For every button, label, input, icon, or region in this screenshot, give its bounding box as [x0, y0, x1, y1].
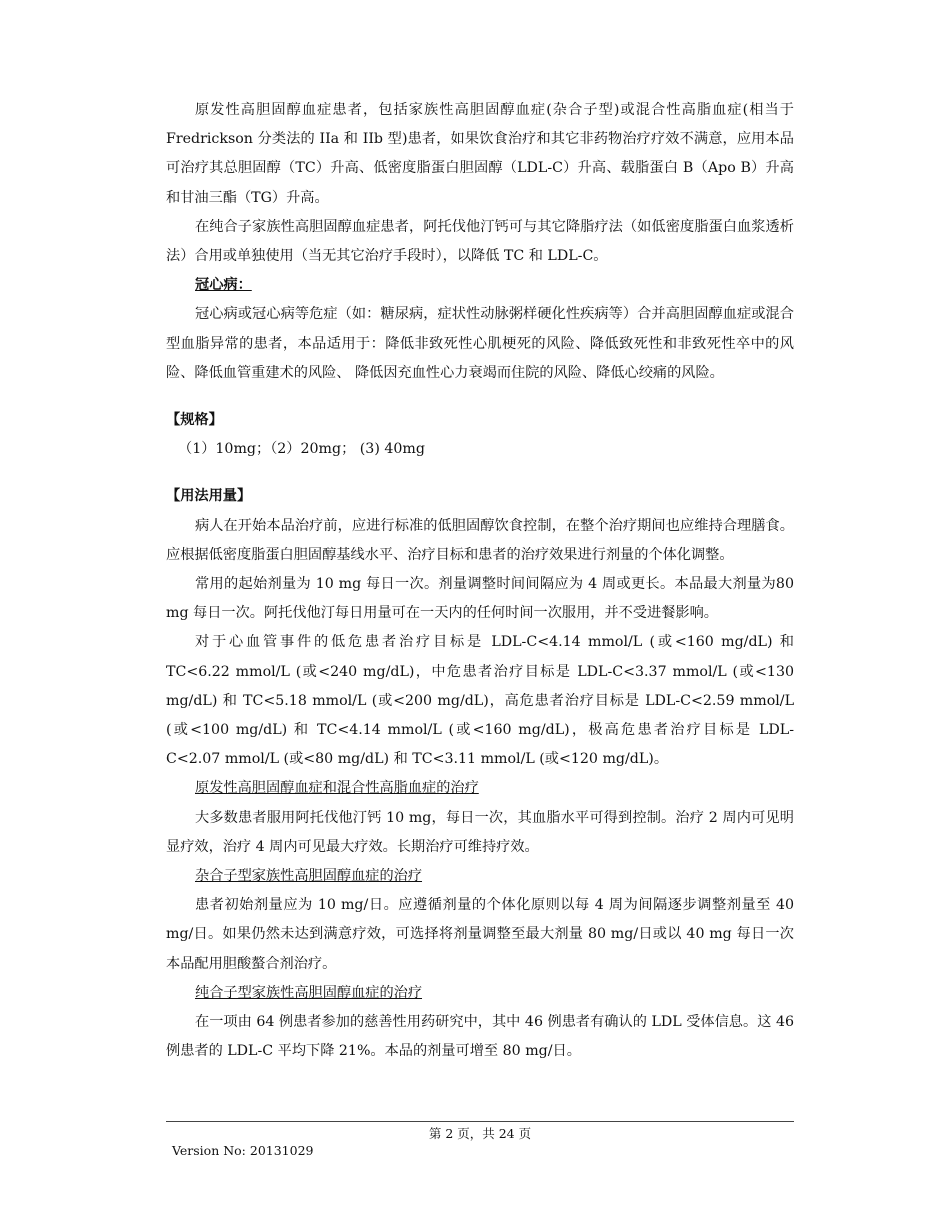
paragraph-starting-dose: 常用的起始剂量为 10 mg 每日一次。剂量调整时间间隔应为 4 周或更长。本品最大剂量为80 mg 每日一次。阿托伐他汀每日用量可在一天内的任何时间一次服用，并不受进餐影响。 — [166, 576, 794, 622]
subheading-heterozygous-treatment — [166, 862, 794, 891]
section-heading-usage-dosage: 【用法用量】 — [166, 488, 252, 505]
section-heading-specification: 【规格】 — [166, 412, 223, 429]
version-number: Version No: 20131029 — [172, 1143, 314, 1158]
document-body — [166, 96, 794, 1067]
spacer — [166, 464, 794, 482]
paragraph-treatment-targets: 对于心血管事件的低危患者治疗目标是 LDL-C<4.14 mmol/L (或<160 mg/dL) 和 TC<6.22 mmol/L (或<240 mg/dL)，中危患者治疗目标是 LDL-C<3.37 mmol/L (或<130 mg/dL) 和 TC<5.18 mmol/L (或<200 mg/dL)，高危患者治疗目标是 LDL-C<2.59 mmol/L (或<100 mg/dL) 和 TC<4.14 mmol/L (或<160 mg/dL)，极高危患者治疗目标是 LDL-C<2.07 mmol/L (或<80 mg/dL) 和 TC<3.11 mmol/L (或<120 mg/dL)。 — [166, 634, 794, 768]
subheading-primary-treatment — [166, 774, 794, 803]
subheading-text: 纯合子型家族性高胆固醇血症的治疗 — [195, 984, 423, 1001]
paragraph-diet-control: 病人在开始本品治疗前，应进行标准的低胆固醇饮食控制，在整个治疗期间也应维持合理膳食。应根据低密度脂蛋白胆固醇基线水平、治疗目标和患者的治疗效果进行剂量的个体化调整。 — [166, 517, 794, 563]
paragraph-homozygous-treatment: 在一项由 64 例患者参加的慈善性用药研究中，其中 46 例患者有确认的 LDL 受体信息。这 46 例患者的 LDL-C 平均下降 21%。本品的剂量可增至 80 mg/日。 — [166, 1014, 794, 1060]
footer-divider — [166, 1121, 794, 1122]
paragraph-heterozygous-treatment: 患者初始剂量应为 10 mg/日。应遵循剂量的个体化原则以每 4 周为间隔逐步调整剂量至 40 mg/日。如果仍然未达到满意疗效，可选择将剂量调整至最大剂量 80 mg/日或以 40 mg 每日一次本品配用胆酸螯合剂治疗。 — [166, 897, 794, 972]
subheading-coronary-heart-disease — [166, 271, 794, 300]
paragraph-homozygous-fh: 在纯合子家族性高胆固醇血症患者，阿托伐他汀钙可与其它降脂疗法（如低密度脂蛋白血浆透析法）合用或单独使用（当无其它治疗手段时），以降低 TC 和 LDL-C。 — [166, 218, 794, 265]
spacer — [166, 388, 794, 406]
subheading-text: 杂合子型家族性高胆固醇血症的治疗 — [195, 868, 423, 885]
paragraph-chd-indications: 冠心病或冠心病等危症（如：糖尿病，症状性动脉粥样硬化性疾病等）合并高胆固醇血症或混合型血脂异常的患者，本品适用于：降低非致死性心肌梗死的风险、降低致死性和非致死性卒中的风险、降低血管重建术的风险、 降低因充血性心力衰竭而住院的风险、降低心绞痛的风险。 — [166, 306, 794, 381]
specification-text: （1）10mg；（2）20mg； (3) 40mg — [178, 441, 425, 458]
subheading-text: 原发性高胆固醇血症和混合性高脂血症的治疗 — [195, 780, 479, 797]
paragraph-primary-treatment: 大多数患者服用阿托伐他汀钙 10 mg，每日一次，其血脂水平可得到控制。治疗 2 周内可见明显疗效，治疗 4 周内可见最大疗效。长期治疗可维持疗效。 — [166, 809, 794, 855]
subheading-text: 冠心病： — [195, 277, 252, 294]
subheading-homozygous-treatment — [166, 979, 794, 1008]
paragraph-primary-hypercholesterolemia: 原发性高胆固醇血症患者，包括家族性高胆固醇血症(杂合子型)或混合性高脂血症(相当于Fredrickson 分类法的 IIa 和 IIb 型)患者，如果饮食治疗和其它非药物治疗疗效不满意，应用本品可治疗其总胆固醇（TC）升高、低密度脂蛋白胆固醇（LDL-C）升高、载脂蛋白 B（Apo B）升高和甘油三酯（TG）升高。 — [166, 102, 794, 206]
page-number: 第 2 页，共 24 页 — [428, 1126, 532, 1141]
